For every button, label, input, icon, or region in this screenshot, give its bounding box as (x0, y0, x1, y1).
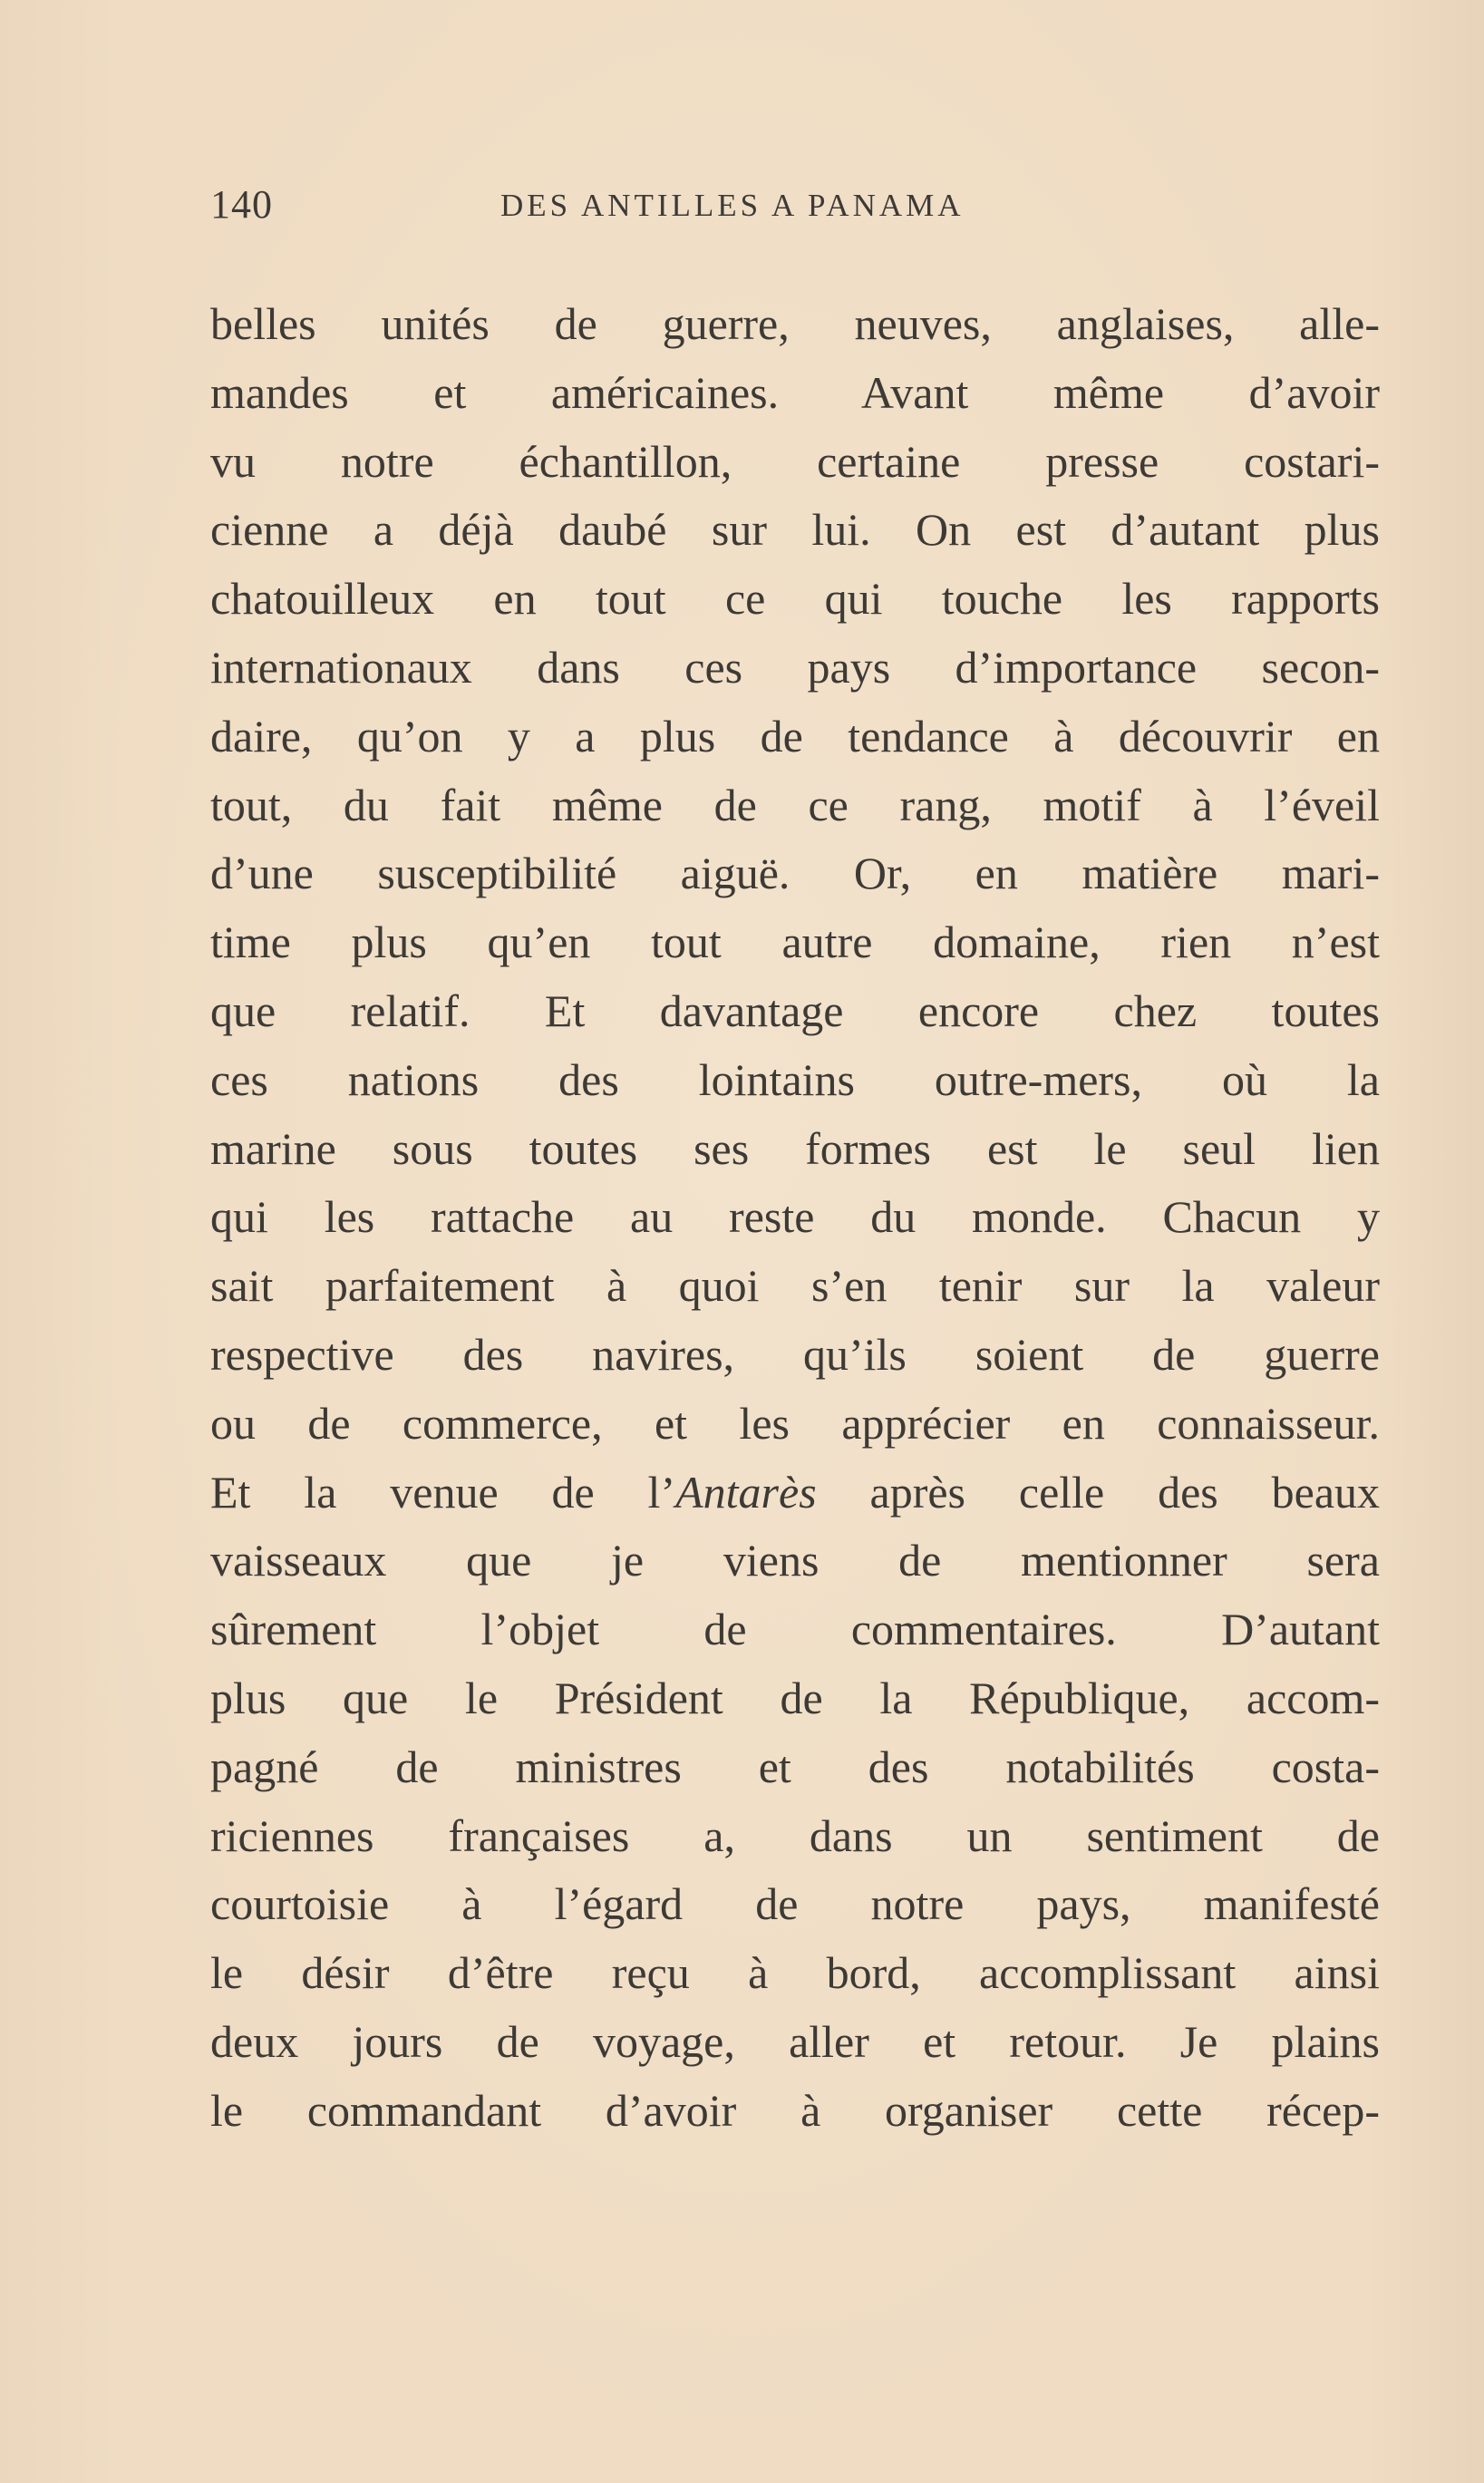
text-line: pagné de ministres et des notabilités costa- (210, 1741, 1380, 1792)
text-line: courtoisie à l’égard de notre pays, manifesté (210, 1878, 1380, 1930)
text-line: tout, du fait même de ce rang, motif à l’éveil (210, 779, 1380, 830)
text-line: cienne a déjà daubé sur lui. On est d’autant plus (210, 504, 1380, 556)
text-line: mandes et américaines. Avant même d’avoir (210, 366, 1380, 418)
text-line: daire, qu’on y a plus de tendance à découvrir en (210, 710, 1380, 761)
text-line: sûrement l’objet de commentaires. D’autant (210, 1604, 1380, 1655)
text-line: belles unités de guerre, neuves, anglaises, alle- (210, 298, 1380, 349)
text-line: vu notre échantillon, certaine presse costari- (210, 435, 1380, 487)
text-line: ou de commerce, et les apprécier en connaisseur. (210, 1397, 1380, 1449)
text-line: plus que le Président de la République, accom- (210, 1672, 1380, 1723)
text-line: d’une susceptibilité aiguë. Or, en matière mari- (210, 848, 1380, 899)
text-line: qui les rattache au reste du monde. Chacun y (210, 1191, 1380, 1243)
text-line: time plus qu’en tout autre domaine, rien n’est (210, 917, 1380, 968)
text-line: chatouilleux en tout ce qui touche les rapports (210, 573, 1380, 625)
text-fragment: Et la venue de l’ (210, 1466, 676, 1518)
body-text (210, 290, 1380, 2146)
text-line: le commandant d’avoir à organiser cette récep- (210, 2084, 1380, 2136)
running-title: DES ANTILLES A PANAMA (500, 188, 965, 223)
text-line: ces nations des lointains outre-mers, où la (210, 1053, 1380, 1105)
text-fragment: après celle des beaux (816, 1466, 1381, 1518)
text-line: que relatif. Et davantage encore chez toutes (210, 984, 1380, 1036)
text-line: deux jours de voyage, aller et retour. Je plains (210, 2015, 1380, 2067)
text-line-with-ship-name (210, 1459, 1380, 1528)
text-line: respective des navires, qu’ils soient de guerre (210, 1328, 1380, 1380)
text-line: le désir d’être reçu à bord, accomplissant ainsi (210, 1947, 1380, 1999)
text-line: marine sous toutes ses formes est le seul lien (210, 1122, 1380, 1174)
page-number: 140 (210, 182, 273, 227)
text-line: sait parfaitement à quoi s’en tenir sur la valeur (210, 1260, 1380, 1312)
text-line: internationaux dans ces pays d’importance secon- (210, 641, 1380, 693)
page-header (210, 178, 1380, 232)
text-line: vaisseaux que je viens de mentionner sera (210, 1535, 1380, 1586)
text-line: riciennes françaises a, dans un sentiment de (210, 1809, 1380, 1861)
ship-name: Antarès (675, 1466, 817, 1518)
